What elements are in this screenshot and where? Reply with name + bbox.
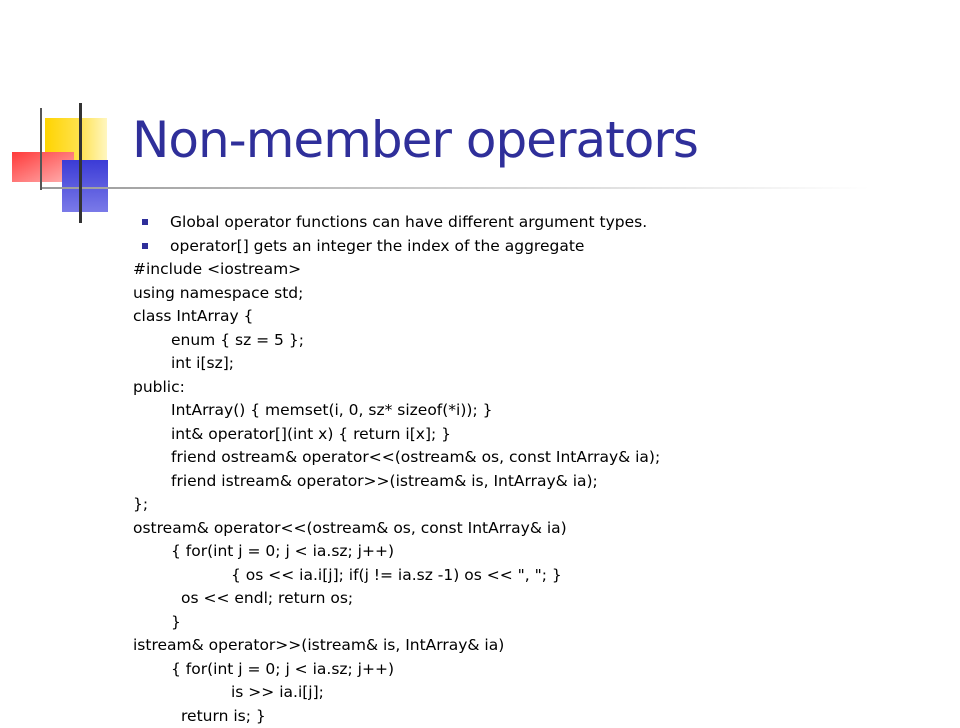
square-bullet-icon	[142, 243, 148, 249]
square-bullet-icon	[142, 219, 148, 225]
code-line: class IntArray {	[133, 305, 660, 329]
slide-title: Non-member operators	[132, 100, 698, 180]
code-line: { for(int j = 0; j < ia.sz; j++)	[133, 658, 660, 682]
code-line: #include <iostream>	[133, 258, 660, 282]
bullet-text: Global operator functions can have different argument types.	[170, 213, 647, 231]
code-line: friend istream& operator>>(istream& is, IntArray& ia);	[133, 470, 660, 494]
bullet-item	[142, 210, 647, 234]
bullet-text: operator[] gets an integer the index of the aggregate	[170, 237, 584, 255]
code-line: }	[133, 611, 660, 635]
divider-line	[40, 187, 870, 189]
code-line: IntArray() { memset(i, 0, sz* sizeof(*i)); }	[133, 399, 660, 423]
bullet-list	[142, 210, 647, 258]
code-line: public:	[133, 376, 660, 400]
bullet-item	[142, 234, 647, 258]
code-line: enum { sz = 5 };	[133, 329, 660, 353]
code-line: istream& operator>>(istream& is, IntArray& ia)	[133, 634, 660, 658]
code-line: { os << ia.i[j]; if(j != ia.sz -1) os << ", "; }	[133, 564, 660, 588]
code-line: os << endl; return os;	[133, 587, 660, 611]
code-line: is >> ia.i[j];	[133, 681, 660, 705]
code-line: };	[133, 493, 660, 517]
code-line: int i[sz];	[133, 352, 660, 376]
blue-square	[62, 160, 108, 212]
vertical-line-left	[40, 108, 42, 190]
vertical-line-right	[79, 103, 82, 223]
code-line: using namespace std;	[133, 282, 660, 306]
code-listing	[133, 258, 660, 728]
code-line: ostream& operator<<(ostream& os, const IntArray& ia)	[133, 517, 660, 541]
code-line: return is; }	[133, 705, 660, 728]
code-line: friend ostream& operator<<(ostream& os, const IntArray& ia);	[133, 446, 660, 470]
code-line: { for(int j = 0; j < ia.sz; j++)	[133, 540, 660, 564]
code-line: int& operator[](int x) { return i[x]; }	[133, 423, 660, 447]
